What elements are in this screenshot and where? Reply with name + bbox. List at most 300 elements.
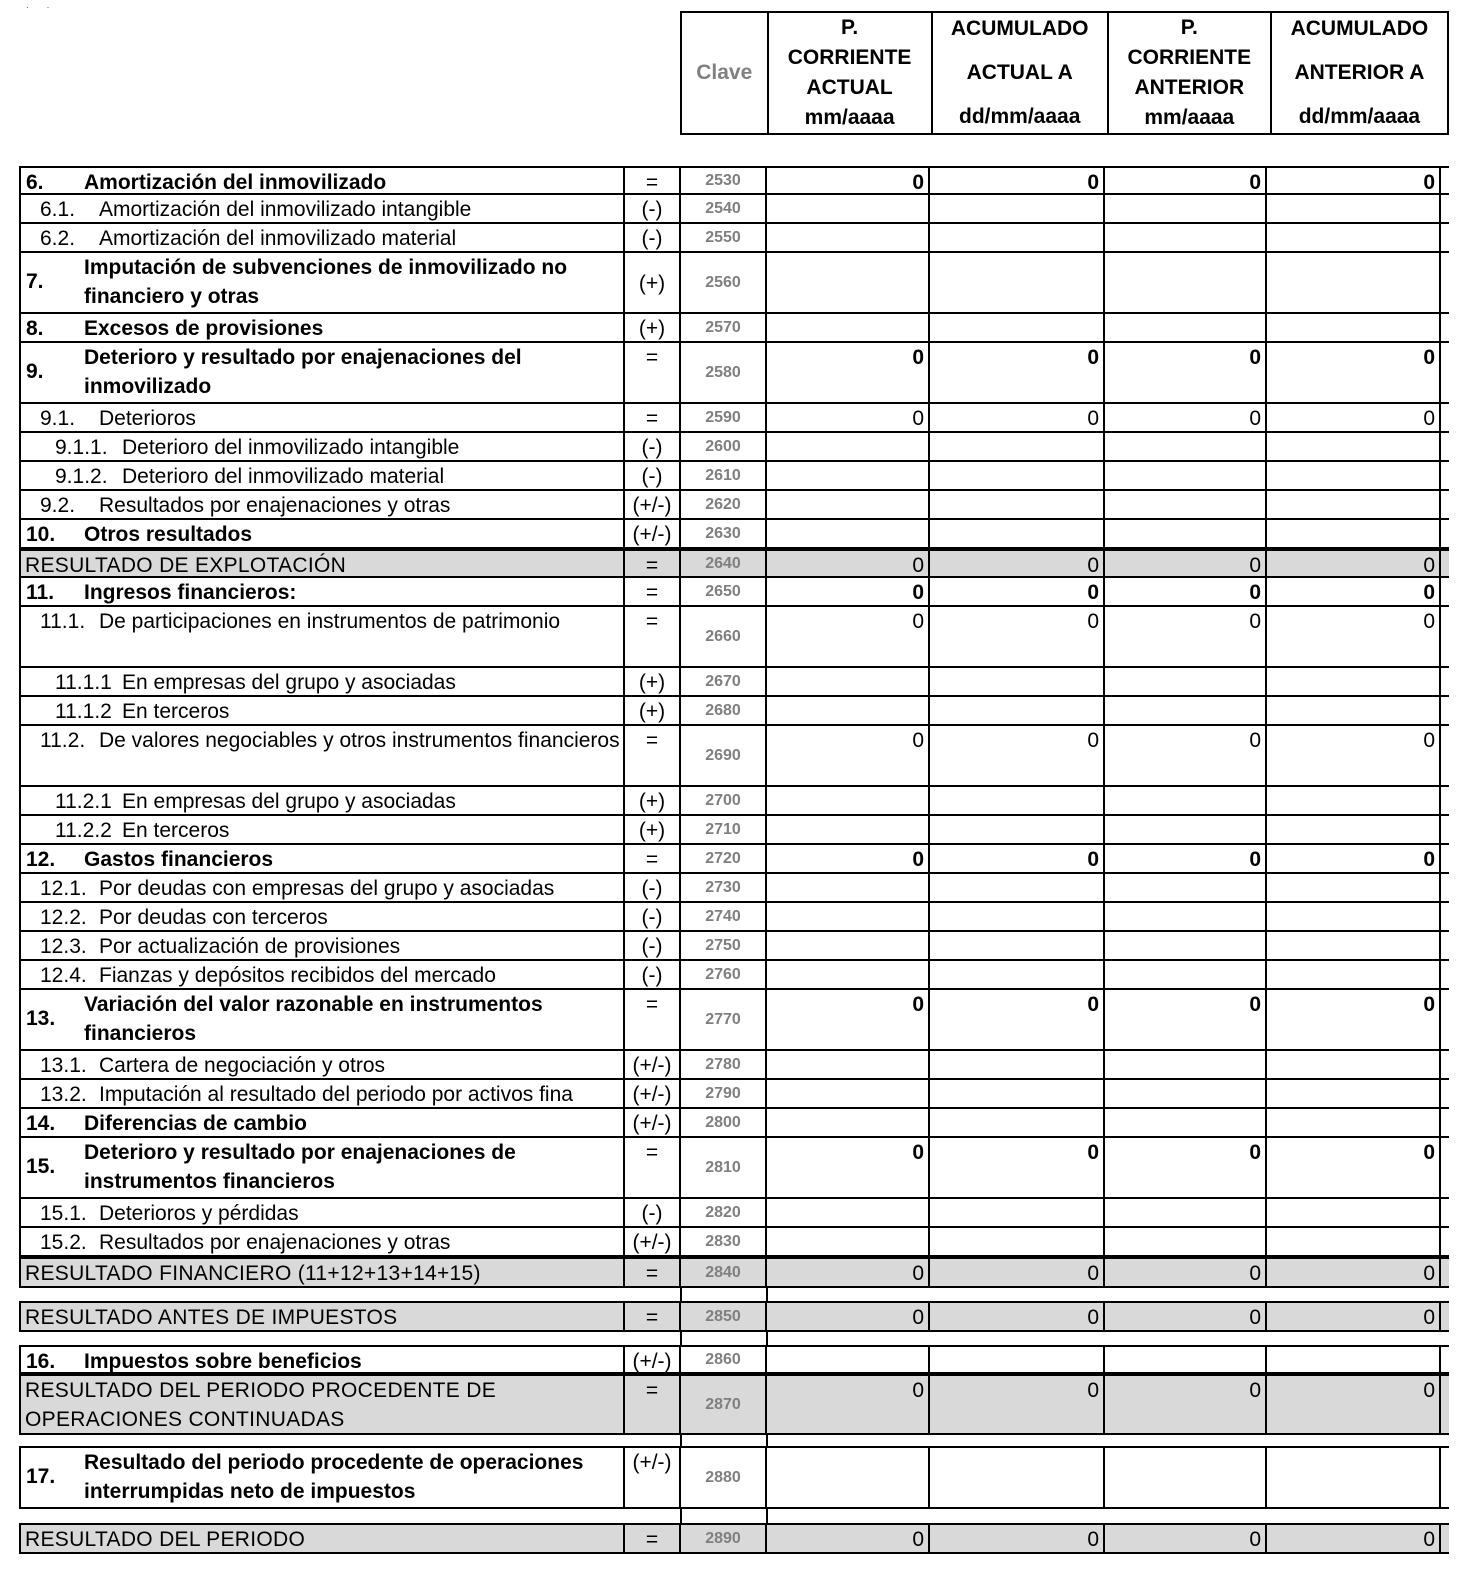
row-key (679, 195, 765, 222)
value-text: 0 (912, 554, 924, 577)
header-col1-line: P. (841, 16, 859, 39)
value-text: 0 (1423, 407, 1435, 430)
row-key-text: 2850 (705, 1307, 741, 1325)
row-sign-text: = (645, 1262, 659, 1285)
row-sign-text: (+/-) (632, 494, 672, 517)
row-key-text: 2820 (705, 1203, 741, 1221)
value-cell[interactable] (928, 314, 1103, 341)
row-label: Otros resultados (84, 523, 253, 546)
value-cell[interactable] (1103, 462, 1265, 489)
value-cell[interactable] (1265, 224, 1441, 251)
value-cell[interactable] (928, 520, 1103, 547)
row-sign-text: = (645, 848, 659, 871)
row-key (679, 845, 765, 872)
header-clave-text: Clave (696, 61, 753, 84)
value-cell[interactable] (1265, 253, 1441, 312)
value-cell[interactable] (765, 1448, 928, 1507)
row-label-cell (19, 668, 623, 695)
value-cell[interactable] (1265, 932, 1441, 959)
row-key-text: 2650 (705, 582, 741, 600)
row-sign-text: = (645, 346, 659, 369)
value-cell[interactable] (1103, 224, 1265, 251)
value-cell[interactable] (765, 726, 928, 785)
row-label-cell (19, 1080, 623, 1107)
row-key (679, 932, 765, 959)
value-cell[interactable] (1265, 343, 1441, 402)
value-text: 0 (1087, 610, 1099, 633)
table-row (19, 433, 1449, 462)
value-cell[interactable] (928, 1051, 1103, 1078)
row-key-text: 2890 (705, 1529, 741, 1547)
row-key-text: 2530 (705, 171, 741, 189)
column-connector (680, 1332, 682, 1345)
row-sign-text: (+) (638, 272, 666, 295)
value-cell[interactable] (765, 903, 928, 930)
value-cell[interactable] (928, 1448, 1103, 1507)
value-cell[interactable] (1265, 433, 1441, 460)
row-label-cell (19, 551, 623, 576)
value-cell[interactable] (1265, 520, 1441, 547)
column-connector (766, 1332, 768, 1345)
value-cell[interactable] (1103, 551, 1265, 576)
value-cell[interactable] (928, 845, 1103, 872)
value-cell[interactable] (1265, 607, 1441, 666)
row-sign (623, 1525, 679, 1552)
value-cell[interactable] (765, 697, 928, 724)
row-key-text: 2550 (705, 228, 741, 246)
value-cell[interactable] (1265, 903, 1441, 930)
value-cell[interactable] (1265, 195, 1441, 222)
row-sign-text: = (645, 171, 659, 194)
value-cell[interactable] (1103, 816, 1265, 843)
row-sign (623, 1259, 679, 1286)
value-cell[interactable] (1103, 1109, 1265, 1136)
value-cell[interactable] (1103, 903, 1265, 930)
value-cell[interactable] (1265, 578, 1441, 605)
row-sign (623, 1199, 679, 1226)
value-cell[interactable] (765, 253, 928, 312)
row-key (679, 726, 765, 785)
value-cell[interactable] (1103, 491, 1265, 518)
value-cell[interactable] (1103, 990, 1265, 1049)
row-key-text: 2680 (705, 701, 741, 719)
row-key-text: 2630 (705, 524, 741, 542)
value-cell[interactable] (928, 195, 1103, 222)
value-cell[interactable] (765, 787, 928, 814)
value-cell[interactable] (928, 224, 1103, 251)
row-key-text: 2830 (705, 1232, 741, 1250)
row-sign-text: = (645, 1141, 659, 1164)
value-cell[interactable] (1103, 726, 1265, 785)
header-col4-line: ANTERIOR A (1294, 61, 1425, 84)
value-cell[interactable] (765, 1109, 928, 1136)
value-cell[interactable] (1265, 1199, 1441, 1226)
row-sign-text: (-) (641, 198, 663, 221)
value-cell[interactable] (765, 224, 928, 251)
value-cell[interactable] (765, 845, 928, 872)
row-sign (623, 874, 679, 901)
row-key (679, 491, 765, 518)
value-cell[interactable] (765, 1347, 928, 1372)
row-sign (623, 990, 679, 1049)
row-sign (623, 578, 679, 605)
row-key (679, 1347, 765, 1372)
value-cell[interactable] (928, 903, 1103, 930)
value-cell[interactable] (928, 1259, 1103, 1286)
row-label-cell (19, 1228, 623, 1255)
value-cell[interactable] (765, 1051, 928, 1078)
row-label: De valores negociables y otros instrumentos financieros (99, 729, 620, 752)
value-text: 0 (1249, 610, 1261, 633)
row-sign-text: (+) (638, 671, 666, 694)
table-row (19, 404, 1449, 433)
value-cell[interactable] (928, 1525, 1103, 1552)
table-row (19, 1228, 1449, 1257)
row-sign (623, 726, 679, 785)
value-cell[interactable] (765, 1303, 928, 1330)
row-label: Excesos de provisiones (84, 317, 324, 340)
value-cell[interactable] (928, 1228, 1103, 1255)
value-cell[interactable] (928, 961, 1103, 988)
row-label: RESULTADO ANTES DE IMPUESTOS (25, 1306, 398, 1329)
row-number: 6. (26, 171, 44, 193)
value-cell[interactable] (765, 961, 928, 988)
value-text: 0 (912, 1262, 924, 1285)
value-cell[interactable] (765, 1259, 928, 1286)
row-key-text: 2570 (705, 318, 741, 336)
value-cell[interactable] (928, 816, 1103, 843)
value-text: 0 (1249, 729, 1261, 752)
value-cell[interactable] (1265, 961, 1441, 988)
row-key-text: 2700 (705, 791, 741, 809)
value-text: 0 (912, 1528, 924, 1551)
value-text: 0 (1087, 1306, 1099, 1329)
value-cell[interactable] (1265, 1448, 1441, 1507)
value-text: 0 (1249, 1528, 1261, 1551)
row-sign-text: = (645, 581, 659, 604)
row-label-cell (19, 1347, 623, 1372)
row-sign-text: (+/-) (632, 523, 672, 546)
row-label-cell (19, 1199, 623, 1226)
value-cell[interactable] (765, 1199, 928, 1226)
value-cell[interactable] (1265, 816, 1441, 843)
value-cell[interactable] (1265, 1109, 1441, 1136)
value-cell[interactable] (1265, 404, 1441, 431)
row-label-cell (19, 1109, 623, 1136)
value-text: 0 (1423, 171, 1435, 194)
value-cell[interactable] (1265, 787, 1441, 814)
value-cell[interactable] (1265, 1228, 1441, 1255)
value-cell[interactable] (928, 1303, 1103, 1330)
value-cell[interactable] (928, 343, 1103, 402)
value-cell[interactable] (765, 1228, 928, 1255)
row-key (679, 343, 765, 402)
value-cell[interactable] (1103, 845, 1265, 872)
row-number: 12. (26, 848, 56, 871)
value-cell[interactable] (765, 491, 928, 518)
header-col3-line: P. (1180, 16, 1198, 39)
value-cell[interactable] (1103, 195, 1265, 222)
row-key-text: 2790 (705, 1084, 741, 1102)
row-number: 15. (26, 1155, 56, 1178)
header-col3-line: mm/aaaa (1144, 106, 1235, 129)
value-cell[interactable] (1103, 1051, 1265, 1078)
row-sign (623, 462, 679, 489)
row-label: En terceros (122, 819, 230, 842)
value-cell[interactable] (1265, 314, 1441, 341)
value-cell[interactable] (765, 816, 928, 843)
row-label-cell (19, 491, 623, 518)
value-cell[interactable] (765, 1525, 928, 1552)
row-label-cell (19, 787, 623, 814)
value-cell[interactable] (928, 404, 1103, 431)
value-text: 0 (912, 729, 924, 752)
row-key-text: 2620 (705, 495, 741, 513)
value-cell[interactable] (1265, 1376, 1441, 1433)
row-label-cell (19, 1259, 623, 1286)
value-cell[interactable] (1265, 1051, 1441, 1078)
value-text: 0 (912, 848, 924, 871)
value-text: 0 (1423, 346, 1435, 369)
row-number: 11.2.2 (55, 819, 112, 842)
row-key-text: 2720 (705, 849, 741, 867)
row-sign (623, 961, 679, 988)
value-cell[interactable] (1265, 491, 1441, 518)
row-label-cell (19, 462, 623, 489)
value-cell[interactable] (928, 1376, 1103, 1433)
value-cell[interactable] (765, 404, 928, 431)
value-cell[interactable] (765, 932, 928, 959)
row-label-cell (19, 874, 623, 901)
value-cell[interactable] (1265, 697, 1441, 724)
row-key (679, 1228, 765, 1255)
row-sign (623, 697, 679, 724)
row-label: Deterioros (99, 407, 196, 430)
value-cell[interactable] (765, 607, 928, 666)
value-cell[interactable] (928, 578, 1103, 605)
value-cell[interactable] (1265, 1303, 1441, 1330)
row-number: 9.1.2. (55, 465, 108, 488)
value-cell[interactable] (765, 462, 928, 489)
value-cell[interactable] (1265, 1259, 1441, 1286)
row-key-text: 2810 (705, 1158, 741, 1176)
table-row (19, 1080, 1449, 1109)
value-cell[interactable] (928, 1347, 1103, 1372)
value-text: 0 (1249, 554, 1261, 577)
row-label: RESULTADO DEL PERIODO PROCEDENTE DE OPERACIONES CONTINUADAS (25, 1379, 497, 1431)
value-text: 0 (1423, 610, 1435, 633)
value-text: 0 (1249, 848, 1261, 871)
value-cell[interactable] (1265, 874, 1441, 901)
row-number: 11.1.2 (55, 700, 112, 723)
value-cell[interactable] (765, 195, 928, 222)
column-connector (766, 1509, 768, 1523)
row-label: Amortización del inmovilizado (84, 171, 387, 193)
value-text: 0 (912, 1306, 924, 1329)
value-cell[interactable] (765, 668, 928, 695)
value-cell[interactable] (1103, 787, 1265, 814)
value-cell[interactable] (1103, 433, 1265, 460)
table-row (19, 224, 1449, 253)
value-cell[interactable] (1103, 1199, 1265, 1226)
value-text: 0 (1087, 1262, 1099, 1285)
header-col2-line: ACTUAL A (966, 61, 1073, 84)
value-cell[interactable] (928, 253, 1103, 312)
value-cell[interactable] (765, 874, 928, 901)
row-sign (623, 1303, 679, 1330)
value-cell[interactable] (765, 551, 928, 576)
row-number: 12.1. (40, 877, 87, 900)
value-cell[interactable] (1265, 1080, 1441, 1107)
value-cell[interactable] (1103, 1138, 1265, 1197)
row-key-text: 2690 (705, 746, 741, 764)
row-sign-text: (+/-) (632, 1231, 672, 1254)
value-cell[interactable] (1103, 1448, 1265, 1507)
row-sign (623, 607, 679, 666)
row-key (679, 1138, 765, 1197)
value-text: 0 (912, 171, 924, 194)
value-cell[interactable] (928, 990, 1103, 1049)
value-cell[interactable] (765, 990, 928, 1049)
value-cell[interactable] (765, 1376, 928, 1433)
row-label-cell (19, 343, 623, 402)
value-cell[interactable] (1103, 253, 1265, 312)
value-cell[interactable] (928, 1138, 1103, 1197)
row-number: 13. (26, 1007, 56, 1030)
value-cell[interactable] (765, 168, 928, 193)
value-cell[interactable] (928, 668, 1103, 695)
row-sign-text: = (645, 729, 659, 752)
value-cell[interactable] (1265, 1347, 1441, 1372)
row-label-cell (19, 253, 623, 312)
value-cell[interactable] (1103, 1347, 1265, 1372)
table-row (19, 253, 1449, 314)
value-cell[interactable] (1265, 845, 1441, 872)
value-cell[interactable] (1265, 668, 1441, 695)
row-key-text: 2840 (705, 1263, 741, 1281)
row-label: Ingresos financieros: (84, 581, 297, 604)
row-key-text: 2860 (705, 1350, 741, 1368)
value-cell[interactable] (1103, 668, 1265, 695)
row-key (679, 168, 765, 193)
value-cell[interactable] (928, 551, 1103, 576)
value-cell[interactable] (1103, 1376, 1265, 1433)
row-number: 17. (26, 1465, 56, 1488)
row-key (679, 697, 765, 724)
value-cell[interactable] (1103, 314, 1265, 341)
table-row (19, 668, 1449, 697)
row-label: Por actualización de provisiones (99, 935, 401, 958)
value-cell[interactable] (1103, 404, 1265, 431)
row-sign (623, 1376, 679, 1433)
row-key (679, 314, 765, 341)
value-cell[interactable] (1265, 726, 1441, 785)
value-cell[interactable] (1265, 551, 1441, 576)
value-cell[interactable] (1265, 990, 1441, 1049)
row-sign-text: (+/-) (632, 1054, 672, 1077)
value-cell[interactable] (1103, 1228, 1265, 1255)
table-row (19, 520, 1449, 549)
row-sign-text: = (645, 1379, 659, 1402)
row-label-cell (19, 1525, 623, 1552)
value-cell[interactable] (1103, 932, 1265, 959)
row-key (679, 253, 765, 312)
row-sign (623, 433, 679, 460)
value-cell[interactable] (1103, 1080, 1265, 1107)
value-cell[interactable] (928, 168, 1103, 193)
value-cell[interactable] (928, 726, 1103, 785)
value-cell[interactable] (1103, 1303, 1265, 1330)
row-key-text: 2660 (705, 627, 741, 645)
value-cell[interactable] (765, 520, 928, 547)
value-cell[interactable] (1103, 961, 1265, 988)
row-label: Diferencias de cambio (84, 1112, 307, 1135)
value-cell[interactable] (928, 932, 1103, 959)
value-cell[interactable] (1103, 520, 1265, 547)
value-cell[interactable] (1265, 1138, 1441, 1197)
value-cell[interactable] (765, 1080, 928, 1107)
row-label: Resultado del periodo procedente de operaciones interrumpidas neto de impuestos (84, 1451, 584, 1503)
table-row (19, 549, 1449, 578)
row-sign-text: (-) (641, 964, 663, 987)
value-cell[interactable] (765, 578, 928, 605)
row-key-text: 2870 (705, 1395, 741, 1413)
row-sign (623, 787, 679, 814)
value-cell[interactable] (1103, 697, 1265, 724)
value-cell[interactable] (1103, 1525, 1265, 1552)
row-label: En empresas del grupo y asociadas (122, 790, 456, 813)
value-cell[interactable] (1103, 578, 1265, 605)
row-label-cell (19, 1376, 623, 1433)
value-cell[interactable] (928, 462, 1103, 489)
value-cell[interactable] (1103, 168, 1265, 193)
row-label: En terceros (122, 700, 230, 723)
value-cell[interactable] (928, 697, 1103, 724)
value-cell[interactable] (928, 787, 1103, 814)
row-sign (623, 224, 679, 251)
value-text: 0 (1423, 581, 1435, 604)
value-cell[interactable] (928, 1109, 1103, 1136)
row-label-cell (19, 224, 623, 251)
value-cell[interactable] (1103, 607, 1265, 666)
row-label: RESULTADO FINANCIERO (11+12+13+14+15) (25, 1262, 481, 1285)
value-cell[interactable] (765, 1138, 928, 1197)
value-cell[interactable] (1265, 1525, 1441, 1552)
value-cell[interactable] (765, 433, 928, 460)
row-key-text: 2880 (705, 1468, 741, 1486)
value-cell[interactable] (1265, 168, 1441, 193)
value-cell[interactable] (928, 874, 1103, 901)
row-sign-text: (-) (641, 1202, 663, 1225)
value-cell[interactable] (928, 433, 1103, 460)
value-text: 0 (912, 581, 924, 604)
value-cell[interactable] (1103, 343, 1265, 402)
value-text: 0 (912, 1379, 924, 1402)
value-cell[interactable] (1103, 874, 1265, 901)
value-cell[interactable] (928, 607, 1103, 666)
row-number: 10. (26, 523, 56, 546)
row-sign (623, 253, 679, 312)
value-cell[interactable] (765, 343, 928, 402)
row-sign-text: (+) (638, 790, 666, 813)
value-cell[interactable] (765, 314, 928, 341)
value-cell[interactable] (928, 491, 1103, 518)
value-cell[interactable] (928, 1199, 1103, 1226)
value-cell[interactable] (1103, 1259, 1265, 1286)
value-cell[interactable] (928, 1080, 1103, 1107)
header-col2 (932, 12, 1108, 134)
value-cell[interactable] (1265, 462, 1441, 489)
